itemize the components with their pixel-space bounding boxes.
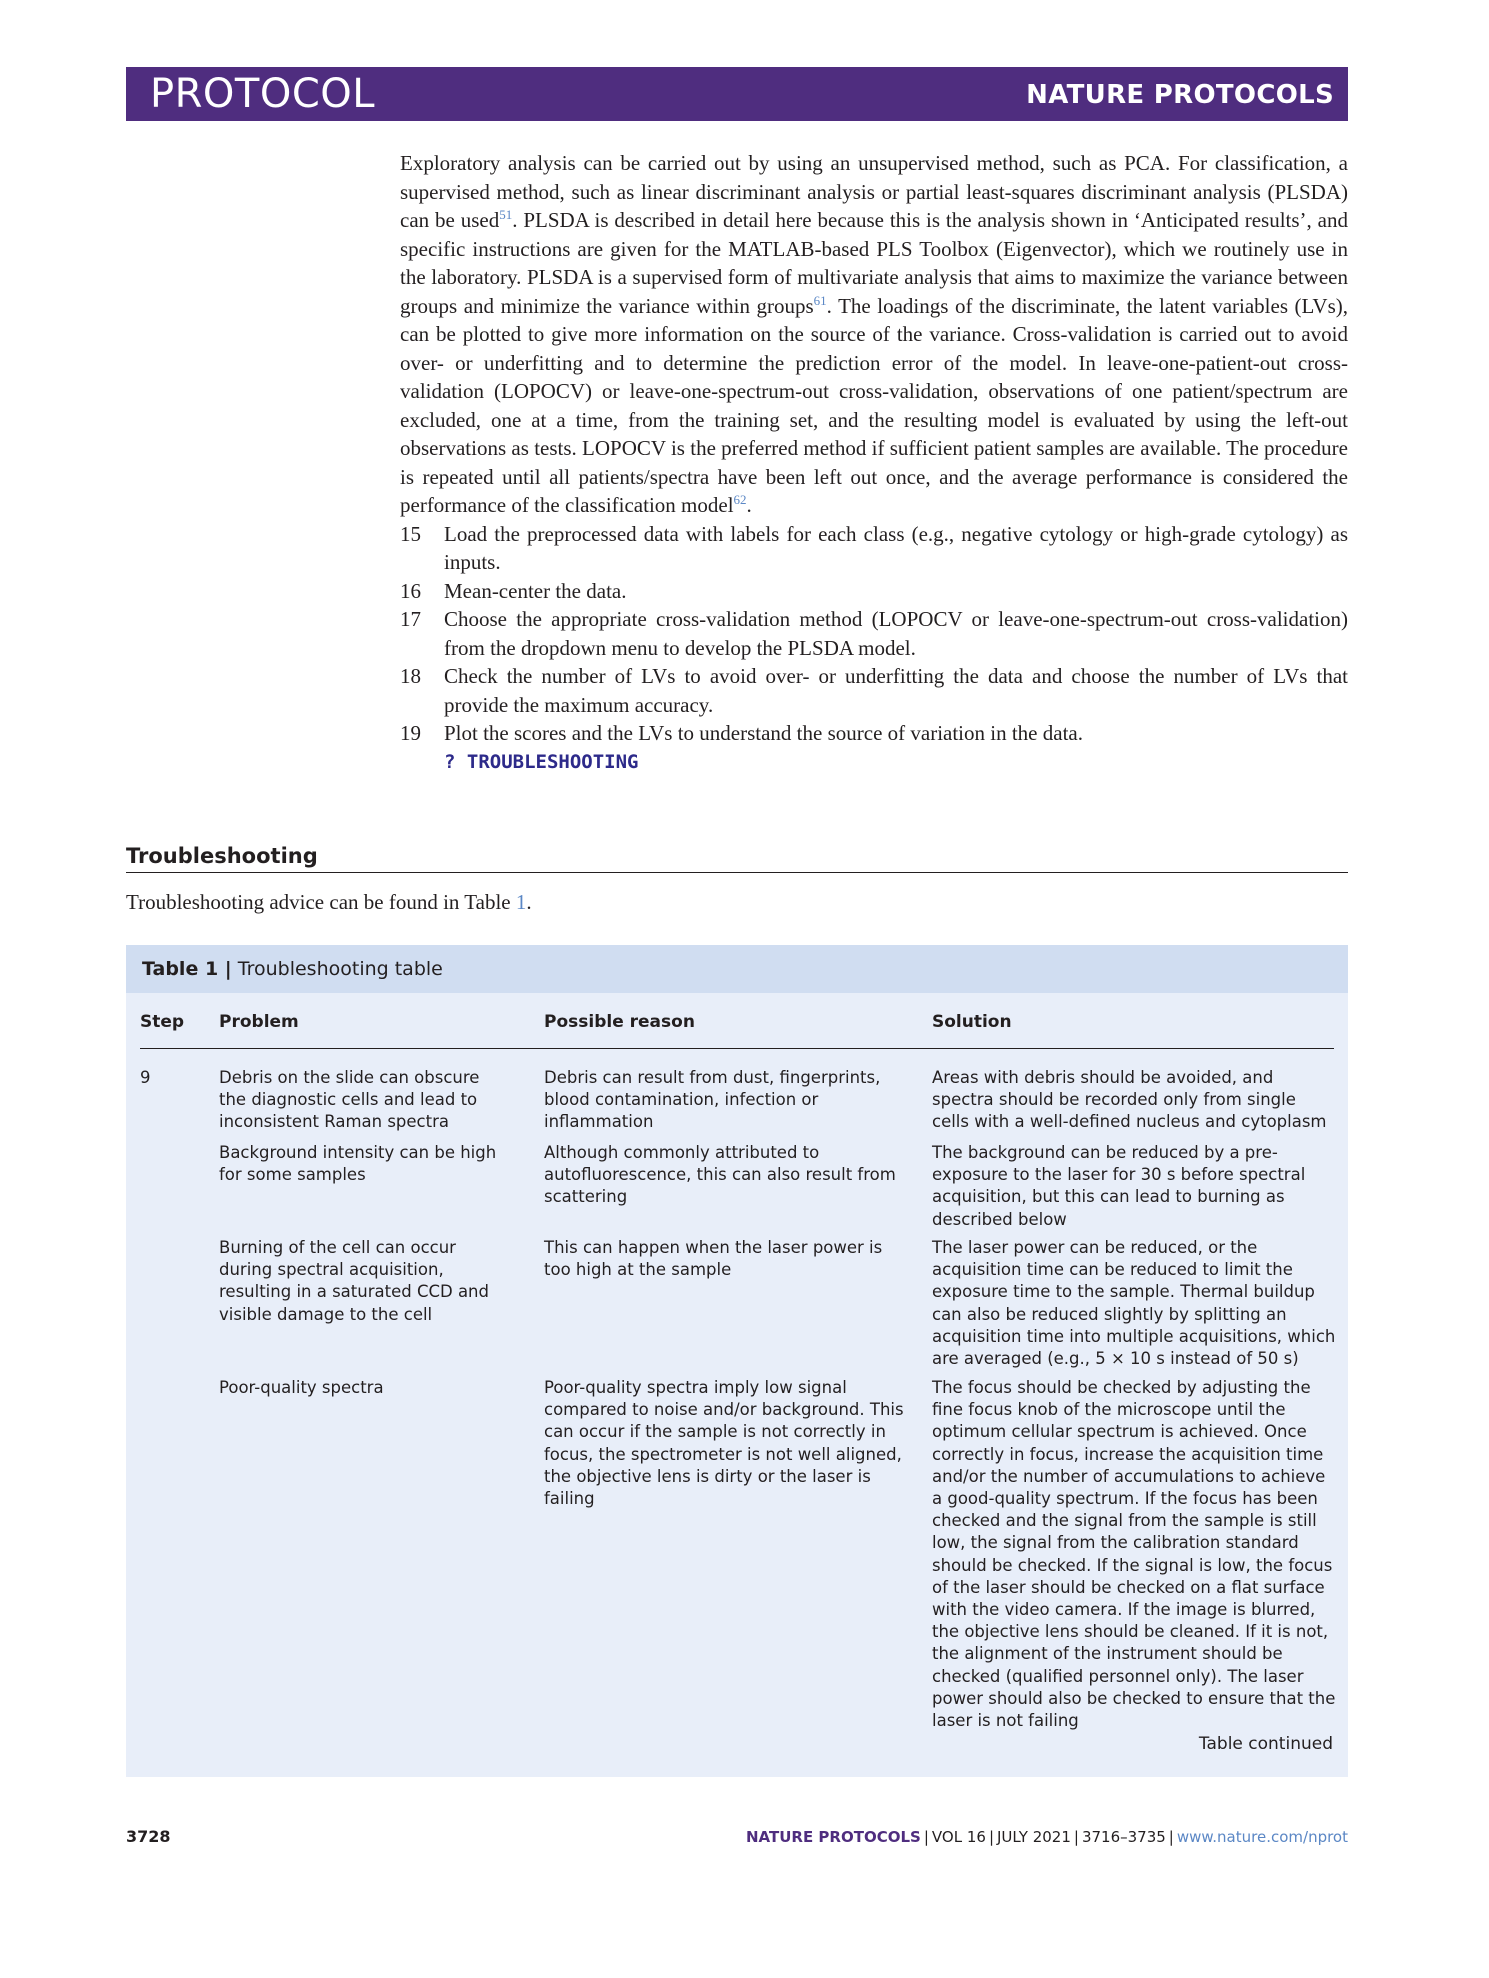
table-cell-problem: Background intensity can be high for some samples [219,1143,497,1185]
table-cell-solution: The background can be reduced by a pre-exposure to the laser for 30 s before spectral acquisition, but this can lead to burning as described below [932,1143,1306,1229]
table-cell-solution: The focus should be checked by adjusting the fine focus knob of the microscope until the optimum cellular spectrum is achieved. Once correctly in focus, increase the acquisition time and/or the number of accumulations to achieve a good-quality spectrum. If the focus has been checked and the signal from the sample is still low, the signal from the calibration standard should be checked. If the signal is low, the focus of the laser should be checked on a flat surface with the video camera. If the image is blurred, the objective lens should be cleaned. If it is not, the alignment of the instrument should be checked (qualified personnel only). The laser power should also be checked to ensure that the laser is not failing [932,1378,1336,1731]
table-cell-solution: The laser power can be reduced, or the acquisition time can be reduced to limit the exposure time to the sample. Thermal buildup can also be reduced slightly by splitting an acquisition time into multiple acquisitions, which are averaged (e.g., 5 × 10 s instead of 50 s) [932,1238,1336,1369]
table-cell-solution: Areas with debris should be avoided, and spectra should be recorded only from single cells with a well-defined nucleus and cytoplasm [932,1068,1327,1132]
step-text: Check the number of LVs to avoid over- or underfitting the data and choose the number of LVs that provide the maximum accuracy. [444,664,1348,717]
table-continued-note: Table continued [1198,1734,1333,1754]
step-item [400,520,1348,577]
step-text: Mean-center the data. [444,578,627,603]
step-number: 15 [400,521,421,546]
header-divider [140,1048,1334,1049]
intro-paragraph: Exploratory analysis can be carried out by using an unsupervised method, such as PCA. For classification, a supervised method, such as linear discriminant analysis or partial least-squares discriminant analysis (PLSDA) can be used$^{51}$. PLSDA is described in detail here because this is the analysis shown in ‘Anticipated results’, and specific instructions are given for the MATLAB-based PLS Toolbox (Eigenvector), which we routinely use in the laboratory. PLSDA is a supervised form of multivariate analysis that aims to maximize the variance between groups and minimize the variance within groups$^{61}$. The loadings of the discriminate, the latent variables (LVs), can be plotted to give more information on the source of the variance. Cross-validation is carried out to avoid over- or underfitting and to determine the prediction error of the model. In leave-one-patient-out cross-validation (LOPOCV) or leave-one-spectrum-out cross-validation, observations of one patient/spectrum are excluded, one at a time, from the training set, and the resulting model is evaluated by using the left-out observations as tests. LOPOCV is the preferred method if sufficient patient samples are available. The procedure is repeated until all patients/spectra have been left out once, and the average performance is considered the performance of the classification model$^{62}$. [400,151,1349,517]
table-cell-reason: Although commonly attributed to autofluorescence, this can also result from scattering [544,1143,896,1207]
main-body [400,149,1348,776]
procedure-steps [400,520,1348,777]
step-item [400,605,1348,662]
table-link[interactable]: 1 [515,890,527,914]
table-cell-reason: This can happen when the laser power is too high at the sample [544,1238,883,1280]
troubleshooting-link[interactable]: ? TROUBLESHOOTING [444,750,639,773]
troubleshooting-heading: Troubleshooting [126,842,1348,873]
troubleshooting-text: Troubleshooting advice can be found in Table 1. [126,890,532,914]
table-title: Table 1 | Troubleshooting table [126,945,1348,993]
step-number: 17 [400,607,421,631]
step-item [400,719,1348,776]
footer-pages: 3716–3735 [1081,1828,1166,1846]
step-number: 16 [400,578,421,603]
footer-volume: VOL 16 [931,1828,986,1846]
step-text: Choose the appropriate cross-validation method (LOPOCV or leave-one-spectrum-out cross-validation) from the dropdown menu to develop the PLSDA model. [444,607,1348,660]
page-number: 3728 [126,1827,171,1846]
page-header [126,67,1348,121]
header-reason: Possible reason [544,1012,695,1032]
reference-link[interactable]: 61 [813,292,827,308]
reference-link[interactable]: 51 [499,207,513,222]
footer-date: JULY 2021 [997,1828,1071,1846]
step-number: 18 [400,664,421,688]
step-item [400,577,1348,606]
page-footer: NATURE PROTOCOLS | VOL 16 | JULY 2021 | 3716–3735 | www.nature.com/nprot [746,1828,1348,1846]
step-text: Load the preprocessed data with labels for each class (e.g., negative cytology or high-grade cytology) as inputs. [444,521,1348,574]
section-label: PROTOCOL [150,71,376,117]
journal-label: NATURE PROTOCOLS [1026,80,1334,110]
table-cell-reason: Poor-quality spectra imply low signal compared to noise and/or background. This can occur if the sample is not correctly in focus, the spectrometer is not well aligned, the objective lens is dirty or the laser is failing [544,1378,904,1509]
table-cell-reason: Debris can result from dust, fingerprints, blood contamination, infection or inflammation [544,1068,881,1132]
header-problem: Problem [219,1012,299,1032]
footer-journal: NATURE PROTOCOLS [746,1828,921,1846]
table-cell-problem: Debris on the slide can obscure the diagnostic cells and lead to inconsistent Raman spectra [219,1068,480,1132]
table-cell-problem: Burning of the cell can occur during spectral acquisition, resulting in a saturated CCD and visible damage to the cell [219,1238,489,1324]
footer-url-link[interactable]: www.nature.com/nprot [1176,1828,1348,1846]
troubleshooting-table [126,945,1348,1777]
step-text: Plot the scores and the LVs to understand the source of variation in the data. [444,721,1083,745]
header-step: Step [140,1012,185,1032]
table-cell-problem: Poor-quality spectra [219,1378,384,1397]
table-cell-step: 9 [140,1068,151,1087]
step-number: 19 [400,721,421,745]
reference-link[interactable]: 62 [733,492,747,507]
step-item [400,662,1348,719]
header-solution: Solution [932,1012,1012,1032]
